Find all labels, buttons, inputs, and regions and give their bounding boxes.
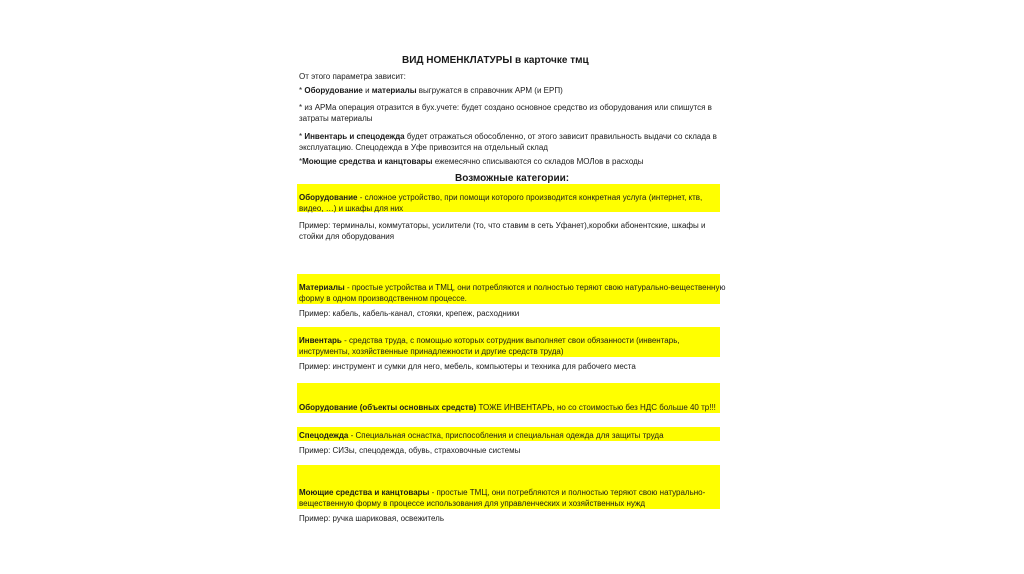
category-name: Моющие средства и канцтовары: [299, 488, 430, 497]
point-line: эксплуатацию. Спецодежда в Уфе привозится на отдельный склад: [299, 143, 548, 152]
example-detergents: Пример: ручка шариковая, освежитель: [299, 514, 444, 523]
category-equipment: [299, 192, 719, 214]
point-text: и: [362, 86, 372, 95]
point-bold: материалы: [371, 86, 417, 95]
category-desc: форму в одном производственном процессе.: [299, 294, 467, 303]
category-desc: - простые ТМЦ, они потребляются и полностью теряют свою натурально-: [429, 488, 706, 497]
point-bold: Инвентарь и спецодежда: [304, 132, 405, 141]
point-bullet: *: [299, 157, 303, 166]
point-bullet: *: [299, 132, 305, 141]
example-materials: Пример: кабель, кабель-канал, стояки, крепеж, расходники: [299, 309, 520, 318]
category-materials: [299, 282, 726, 304]
point-bullet: *: [299, 86, 305, 95]
category-desc: видео, …) и шкафы для них: [299, 204, 404, 213]
point-bold: Оборудование: [304, 86, 363, 95]
example-line: стойки для оборудования: [299, 232, 395, 241]
point-line: затраты материалы: [299, 114, 373, 123]
category-name: Инвентарь: [299, 336, 342, 345]
point-text: ежемесячно списываются со складов МОЛов в расходы: [432, 157, 644, 166]
point-accounting: [299, 102, 712, 124]
point-detergents: [299, 156, 644, 167]
category-desc: инструменты, хозяйственные принадлежности и другие средств труда): [299, 347, 564, 356]
category-desc: вещественную форму в процессе использования для управленческих и хозяйственных нужд: [299, 499, 646, 508]
point-export: [299, 85, 563, 96]
example-equipment: [299, 220, 705, 242]
category-desc: - сложное устройство, при помощи которого производится конкретная услуга (интернет, ктв,: [357, 193, 703, 202]
point-line: * из АРМа операция отразится в бух.учете: будет создано основное средство из оборудования или спишутся в: [299, 103, 712, 112]
categories-heading: Возможные категории:: [455, 173, 570, 184]
intro-text: От этого параметра зависит:: [299, 72, 406, 81]
category-desc: - Специальная оснастка, приспособления и специальная одежда для защиты труда: [348, 431, 664, 440]
point-bold: Моющие средства и канцтовары: [302, 157, 433, 166]
example-workwear: Пример: СИЗы, спецодежда, обувь, страховочные системы: [299, 446, 521, 455]
example-inventory: Пример: инструмент и сумки для него, мебель, компьютеры и техника для рабочего места: [299, 362, 636, 371]
category-workwear: [299, 430, 664, 441]
category-name: Оборудование: [299, 193, 358, 202]
category-desc: - средства труда, с помощью которых сотрудник выполняет свои обязанности (инвентарь,: [341, 336, 680, 345]
point-text: будет отражаться обособленно, от этого зависит правильность выдачи со склада в: [404, 132, 717, 141]
category-name: Оборудование (объекты основных средств): [299, 403, 477, 412]
category-desc: ТОЖЕ ИНВЕНТАРЬ, но со стоимостью без НДС больше 40 тр!!!: [476, 403, 716, 412]
category-detergents: [299, 487, 719, 509]
category-name: Спецодежда: [299, 431, 349, 440]
point-text: выгружатся в справочник АРМ (и ЕРП): [416, 86, 563, 95]
category-name: Материалы: [299, 283, 345, 292]
document-title: ВИД НОМЕНКЛАТУРЫ в карточке тмц: [402, 55, 589, 66]
example-line: Пример: терминалы, коммутаторы, усилители (то, что ставим в сеть Уфанет),коробки абонентские, шкафы и: [299, 221, 706, 230]
point-inventory: [299, 131, 717, 153]
category-desc: - простые устройства и ТМЦ, они потребляются и полностью теряют свою натурально-вещественную: [344, 283, 726, 292]
category-inventory: [299, 335, 719, 357]
category-fixed-assets: [299, 402, 716, 413]
